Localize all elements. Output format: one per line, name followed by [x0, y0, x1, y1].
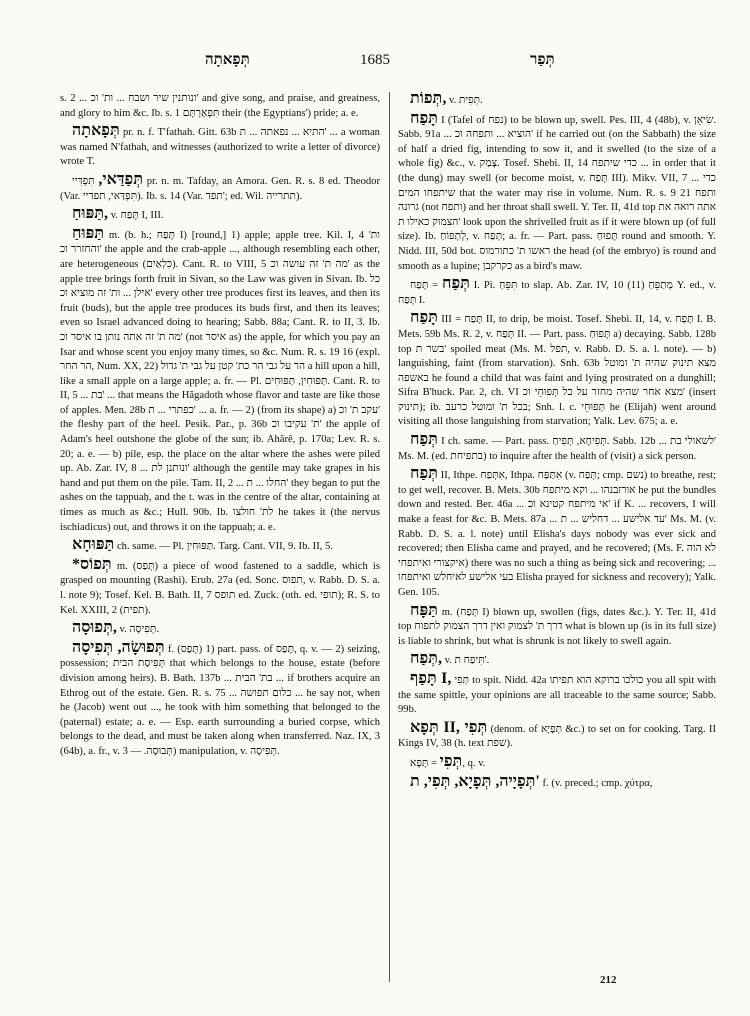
dictionary-entry — [398, 652, 716, 669]
entry-headword: תְּפַח — [410, 431, 438, 449]
entry-text: pr. n. f. T'fathah. Gitt. 63b התיא ... נפאתה ... ת' ... a woman was named N'fathah, and witnesses (authorized to write a letter of divorce) wrote T. — [60, 127, 380, 168]
left-column — [60, 92, 380, 760]
entry-text: v. תִּיפַח ת'. — [444, 655, 490, 667]
entry-headword: תְּפוֹת, — [410, 90, 447, 107]
entry-text: (denom. of תְּפָיָא &c.) to set on for cooking. Targ. II Kings IV, 38 (h. text שפת). — [398, 723, 716, 750]
entry-headword: תַּפּוּחַ — [72, 224, 105, 242]
entry-headword: תְּפִי — [439, 752, 463, 770]
entry-headword: *תְּפוֹס — [72, 555, 112, 573]
right-catchword: תְּפַר — [530, 52, 555, 68]
entry-headword: תְּפוּסָה, — [72, 619, 117, 637]
dictionary-entry — [398, 718, 716, 752]
entry-text: f. (תָּפַס) 1) part. pass. of תָּפַס, q. v. — 2) seizing, possession; תְּפִיסַת הבית that which belongs to the house, estate (before division among heirs). B. Bath. 137b ... בת' הבית ... if brothers acquire an Ethrog out of the estate. Gen. R. s. 75 ... כלום תפושה ... he say not, when he (Jacob) went out ..., he took with him something that belonged to the (paternal) estate; a. e. — Esp. earth surrounding a buried corpse, which belongs to the dead, and must be taken along when transferred. Naz. IX, 3 (64b), a. fr., v. תְּבוּסָה. — 3) manipulation, v. תְּפִיסָה. — [60, 643, 381, 757]
entry-text: f. (v. preced.; cmp. χύτρα, — [542, 777, 653, 789]
entry-headword: תַּפָּח — [410, 601, 438, 619]
entry-text: v. תְּפִיסָה. — [119, 624, 159, 636]
entry-text: m. (תָּפַס) a piece of wood fastened to a saddle, which is grasped on mounting (Rashi). Erub. 27a (ed. Sonc. תפוס, v. Rabb. D. S. a. l. note 9); Tosef. Kel. B. Bath. II, 7 תופס ed. Zuck. (oth. ed. תופי); R. S. to Kel. XXIII, 2 (תפית). — [60, 560, 380, 616]
entry-headword: תַּפּוּחָא — [72, 536, 115, 554]
entry-text: ch. same. — Pl. תַּפּוּחִין. Targ. Cant. VII, 9. Ib. II, 5. — [116, 541, 333, 553]
entry-headword: תְּפָאתָה — [72, 122, 120, 140]
dictionary-entry — [60, 538, 380, 555]
entry-text: = תָּפַח I. Pi. תִּפֵּחַ to slap. Ab. Zar. IV, 10 (11) מְתַפֵּחַ Y. ed., v. תָּפַח I. — [398, 280, 717, 306]
dictionary-entry — [398, 433, 716, 464]
dictionary-entry — [398, 92, 716, 109]
entry-headword: תְּפַח — [441, 275, 470, 293]
entry-text: II, Ithpe. אִתְּפַח, Ithpa. אִתַּפַּח (v. תְּפַח; cmp. נשם) to breathe, rest; to get well, recover. B. Mets. 30b אורזבנהו ... וקא מיתפח he put the bundles down and rested. Ber. 46a ... אי מיתפח קטינא וכ' if K. ... recovers, I will make a feast for &c. B. Mets. 87a ... עד אלישע ... דחליש ... ת' Ms. M. (v. Rabb. D. S. a. l. note) until Elisha's days nobody was ever sick and recovered; then Elisha came and prayed, and he recovered; (Ms. F. לא הוה איקצורי ואיתפחי) there was no such a thing as being sick and recovering; ... בעי אלישע לאיחלש ואיתפחו Elisha prayed for sickness and recovery); Yalk. Gen. 105. — [398, 470, 717, 598]
dictionary-entry — [60, 92, 380, 121]
dictionary-entry — [398, 277, 716, 308]
entry-headword: תְּפַדַּאי, — [98, 170, 143, 188]
entry-text: s. 2 ... ונותנין שיר ושבח ... ות' וכ' and give song, and praise, and greatness, and glory to him &c. Ib. s. 1 תִּפְאַרְתָּם their (the Egyptians') pride; a. e. — [60, 93, 380, 119]
left-catchword: תְּפָאתָה — [205, 52, 250, 68]
entry-text: III = תָּפַח II, to drip, be moist. Tosef. Shebi. II, 14, v. תָּפַח I. B. Mets. 59b Ms. R. 2, v. תָּפַח II. — Part. pass. תָּפוּחַ a) decaying. Sabb. 128b top בשר ת' spoiled meat (Ms. M. תפל, v. Rabb. D. S. a. l. note). — b) languishing, faint (from starvation). Snh. 63b מצא תינוק שהיה ת' ומוטל באשפה he found a child that was faint and lying prostrated on a dunghill; Sifra B'huck. Par. 2, ch. VI מצא אחר שהיה מחזר על כל תְּפוּחֵי וכ' (insert תינוק); ib. בכל ת' ומוטל כרעב; Snh. l. c. תְּפוּחֵי he (Elijah) went around visiting all those languishing from starvation; Yalk. Lev. 675; a. e. — [398, 314, 717, 428]
page-header — [0, 52, 750, 76]
dictionary-entry — [398, 311, 716, 430]
entry-text: = תְּפָא, q. v. — [410, 757, 486, 769]
entry-text: I (Tafel of נפח) to be blown up, swell. Pes. III, 4 (48b), v. שִׂיאֵן. Sabb. 91a ... הוציא ... ותפחה וכ' if he carried out (on the Sabbath) the size of half a dried fig, intending to sow it, and it swelled (to the size of a whole fig) &c., v. צָמַק. Tosef. Shebi. II, 14 כדי שיתפח ... in order that it (the dung) may swell (or become moist, v. תָּפַח III). Mikv. VII, 7 ... כדי שיתפחו המים that the water may rise in volume. Num. R. s. 9 21 ותפח גרונה (not ותפח) and her throat shall swell. Y. Ter. II, 41d top אתה רואה את הצמוק כאילו ת' look upon the shrivelled fruit as if it were blown up (of full size). Ib. לְתְפוֹחַ, v. תְּפַח; a. fr. — Part. pass. תָּפוּחַ round and smooth. Y. Nidd. III, 50d bot. ראשו ת' כתורמוס the head (of the embryo) is round and smooth as a lupine; כקרקבן as a bird's maw. — [398, 114, 716, 272]
dictionary-entry — [398, 601, 717, 650]
dictionary-entry — [398, 752, 716, 772]
entry-headword: תָּפַח — [410, 309, 438, 327]
entry-text: I ch. same. — Part. pass. תְּפִיחָא, תְּפִיחַ. Sabb. 12b ... לשאולי בת' Ms. M. (ed. בתפיחת) to inquire after the health of (visit) a sick person. — [398, 436, 716, 462]
page-number: 1685 — [360, 52, 390, 68]
entry-text: v. תְּפִית. — [448, 95, 483, 106]
entry-text: תְּפִי to spit. Nidd. 42a כולכו ברוקא הוא תפיתו you all spit with the same spittle, your opinions are all traceable to the same source; Sabb. 99b. — [398, 674, 716, 716]
right-column — [398, 92, 716, 791]
entry-text: תִּפְדִּיי pr. n. m. Tafday, an Amora. Gen. R. s. 8 ed. Theodor (Var. תִּפְדַּאי, תפדיי). Ib. s. 14 (Var. תפד'; ed. Wil. תתרייה). — [60, 175, 380, 202]
column-divider — [389, 92, 390, 982]
dictionary-entry — [60, 621, 380, 638]
signature-mark: 212 — [600, 974, 617, 986]
entry-headword: תְּפַח, — [410, 650, 442, 668]
entry-headword: תְּפַח — [410, 465, 438, 483]
entry-text: m. (b. h.; תָּפַח I) [round,] 1) apple; apple tree. Kil. I, 4 ות' והחזרר וכ' the apple and the crab-apple ..., although resembling each other, are heterogeneous (כִּלְאַיִם). Cant. R. to VIII, 5 מה ת' זה עושה וכ' as the apple tree brings forth fruit in Sivan, so the Law was given in Sivan. Ib. כל אילן ... ות' זה מוציא וכ' every other tree produces first its leaves, and then its fruit (buds), but the apple tree produces its buds first, and then its leaves; even so Israel advanced doing to hearing; Sabb. 88a; Cant. R. to II, 3. Ib. מה ת' זה אתה נותן בו איסר וכ' (not איסר as) the apple, for which you pay an Isar and whose scent you enjoy many times, so &c. Num. R. s. 19 16 (expl. הר החר, Num. XX, 22) הר על גבי הר כת' קטן על גבי ת' גדול a hill upon a hill, like a small apple on a large apple; a. fr. — Pl. תַּפּוּחִין, תַּפּוּחִים. Cant. R. to II, 5 ... בת' ... that means the Hăgadoth whose flavor and taste are like those of apples. Men. 28b כפתרי ... ת' ... a. fr. — 2) (from its shape) a) עקב ת' וכ' the fleshy part of the heel. Pesik. Par., p. 36b ת' עקיבו וכ' the apple of Adam's heel outshone the globe of the sun; ib. Ahărê, p. 170a; Lev. R. s. 20; a. e. — b) pile, esp. the place on the altar where the ashes were piled up. Ab. Zar. IV, 8 ... ונותנן לת' although the gentile may take grapes in his hand and put them on the pile. Tam. II, 2 ... החלו ... ת' they began to put the ashes on the tappuaḥ, and the t. was in the centre of the altar, containing at times as much as &c.; Hull. 90b. Ib. לת' חולצו he takes it (the nervus ischiadicus) out, and throws it on the tappuaḥ; a. e. — [60, 229, 381, 533]
dictionary-entry — [398, 109, 716, 275]
dictionary-entry — [60, 124, 380, 170]
entry-headword: תַּפּוּחַ, — [72, 205, 109, 223]
entry-headword: תְּפָא II, תְּפִי — [410, 718, 488, 736]
entry-headword: תָּפַח — [410, 109, 438, 127]
dictionary-entry — [398, 467, 716, 600]
entry-text: v. תָּפַח I, III. — [110, 210, 164, 222]
dictionary-entry — [60, 207, 380, 224]
dictionary-entry — [60, 224, 381, 535]
dictionary-entry — [398, 772, 716, 792]
entry-text: m. (תָּפַח I) blown up, swollen (figs, dates &c.). Y. Ter. II, 41d top דרך ת' לצמוק ואין דרך הצמוק לתפוח what is blown up (is in its full size) is liable to shrink, but what is shrunk is not likely to swell again. — [398, 606, 717, 647]
dictionary-entry — [60, 638, 381, 760]
dictionary-entry — [60, 170, 380, 204]
dictionary-entry — [60, 555, 380, 618]
entry-headword: תְּפוּשָׂה, תְּפִיסָה — [72, 638, 165, 656]
dictionary-entry — [398, 669, 716, 718]
entry-headword: תָּפַף I, — [410, 669, 452, 687]
entry-headword: תְּפָיָיה, תְּפָיָא, תְּפִי, ת' — [410, 772, 540, 790]
